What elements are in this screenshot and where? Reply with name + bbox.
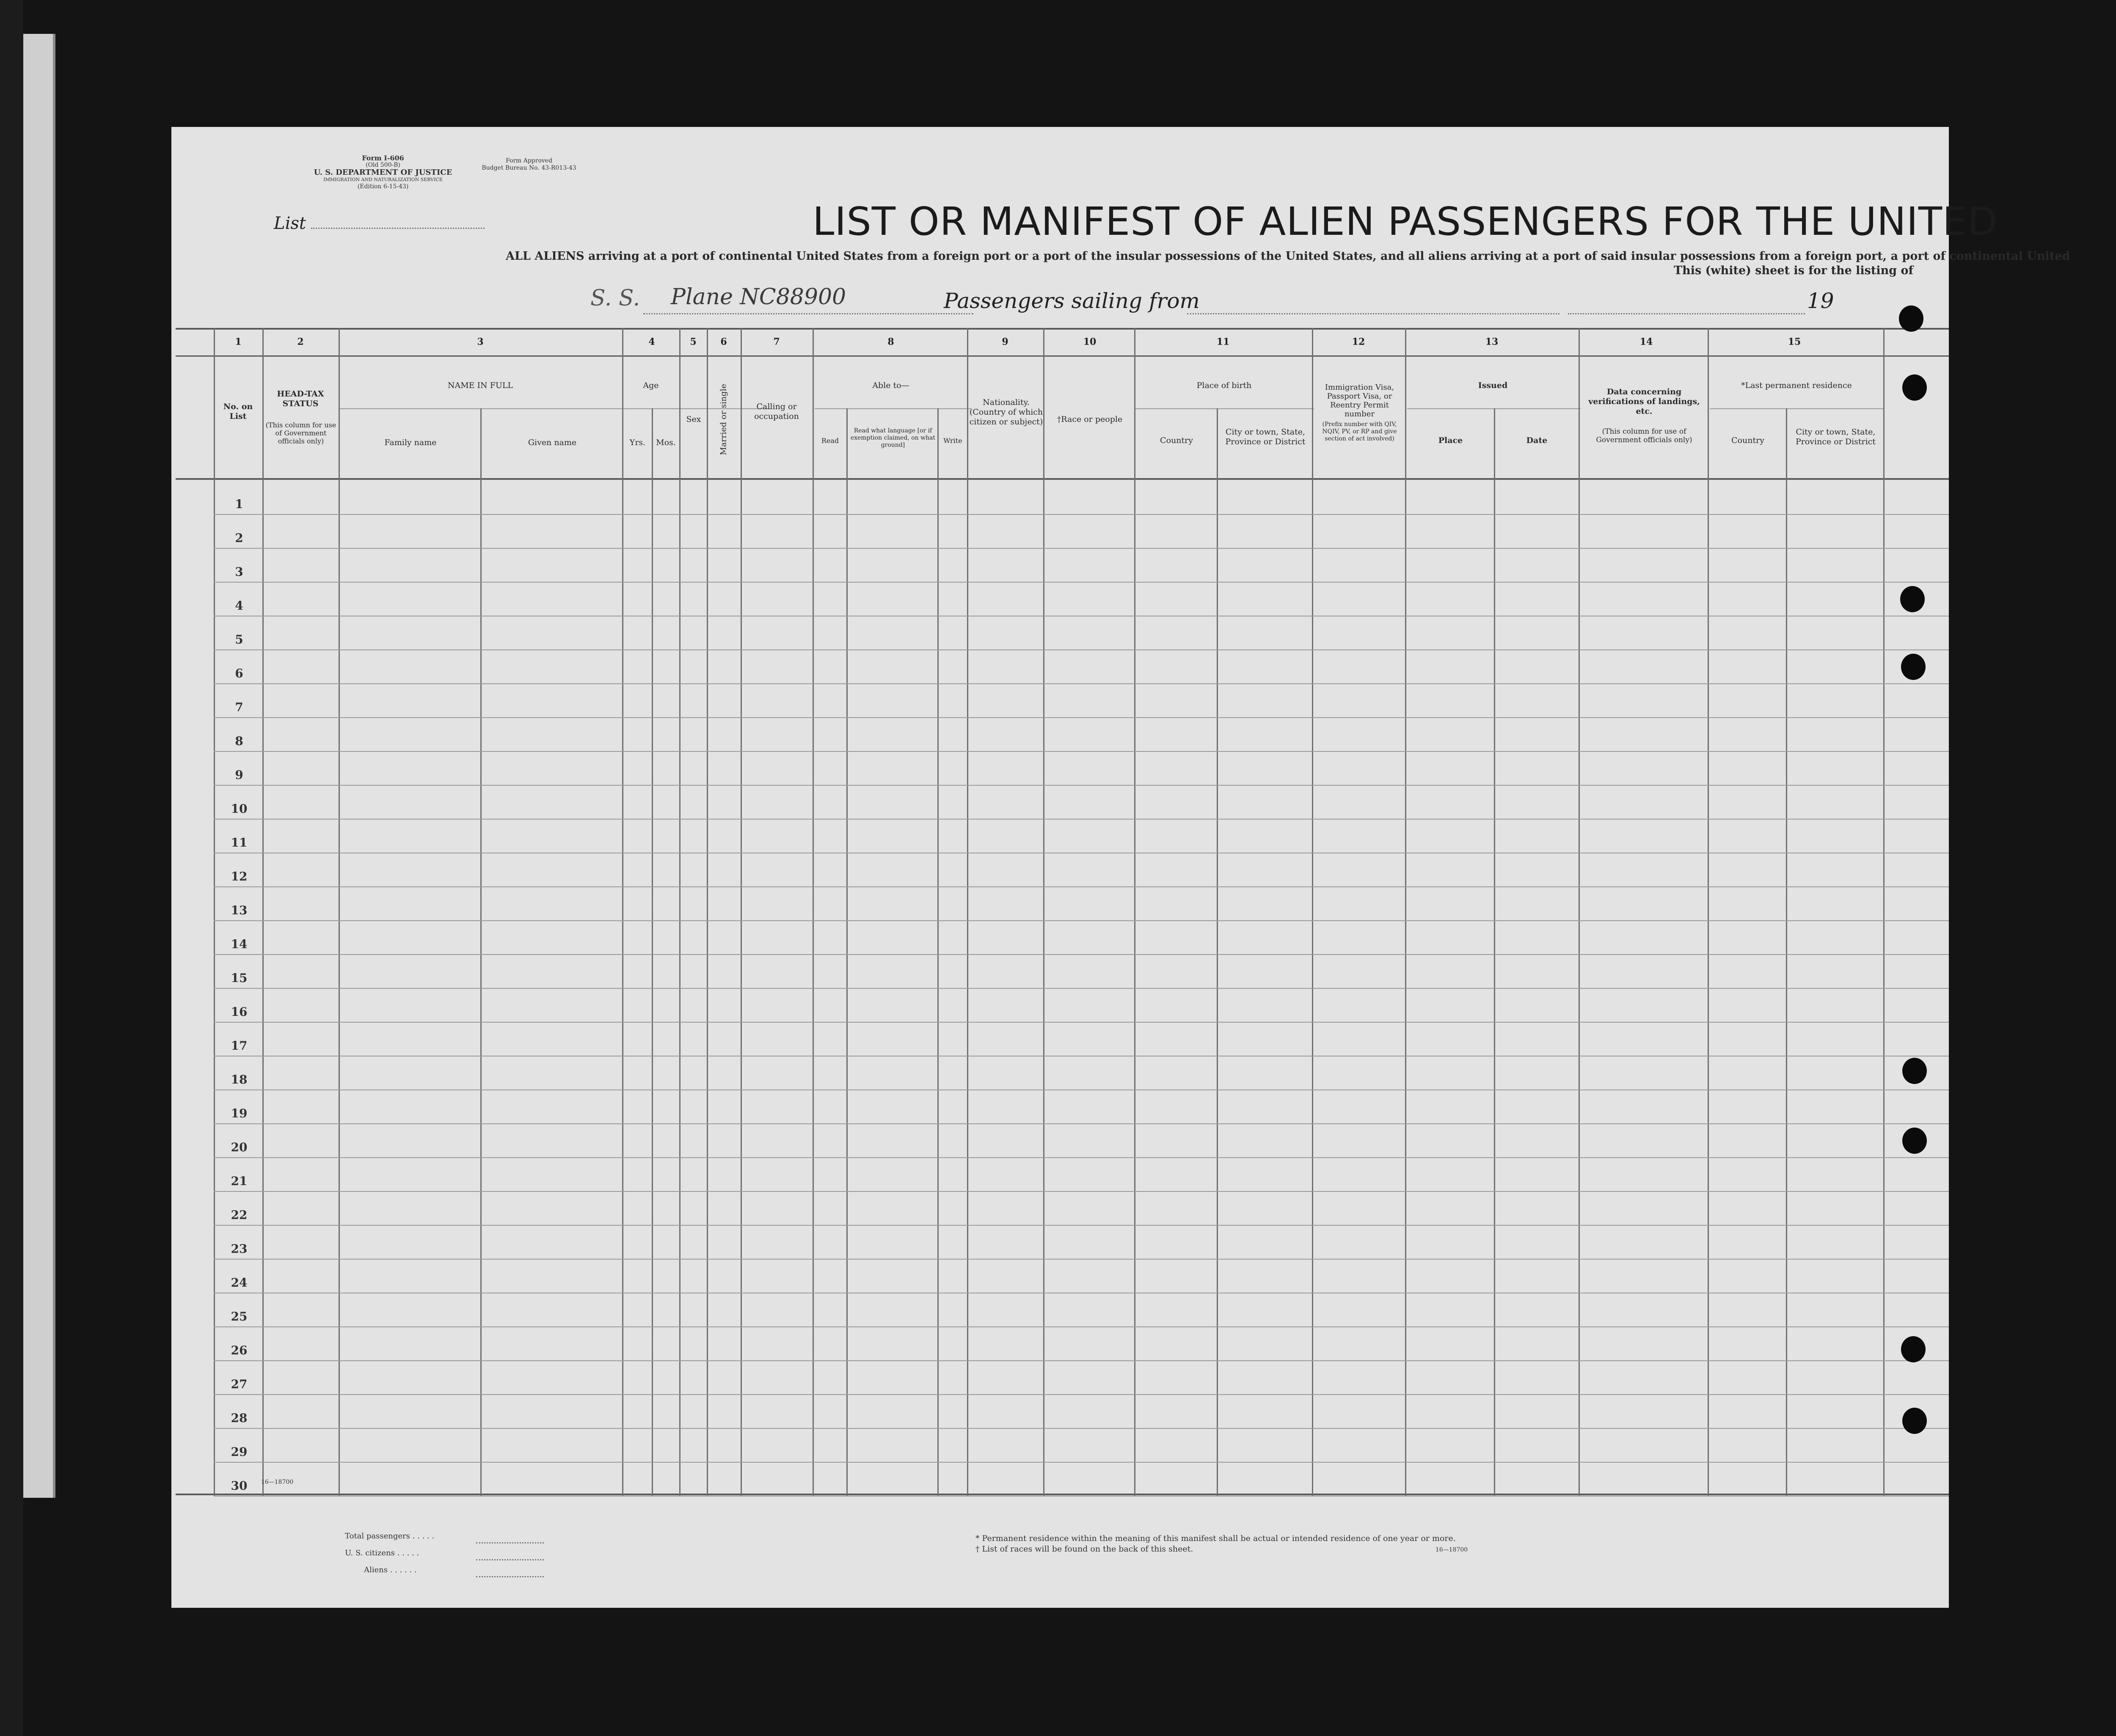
col-line <box>1494 408 1495 1496</box>
col-line <box>707 328 708 1496</box>
total-passengers-field[interactable] <box>476 1542 544 1543</box>
col-line <box>622 328 623 1496</box>
row-number: 20 <box>231 1140 248 1154</box>
punch-hole <box>1901 654 1926 680</box>
punch-hole <box>1902 1128 1927 1154</box>
form-edition: (Edition 6-15-43) <box>357 183 409 190</box>
row-rule <box>214 649 1949 650</box>
header-visa: Immigration Visa, Passport Visa, or Reentry Permit number <box>1325 383 1394 418</box>
header-nationality: Nationality. (Country of which citizen or subject) <box>969 398 1043 426</box>
row-rule <box>214 1326 1949 1327</box>
form-id-block <box>294 154 472 190</box>
column-number: 9 <box>1002 336 1008 347</box>
row-rule <box>214 954 1949 955</box>
footnote-races: † List of races will be found on the back of this sheet. <box>975 1544 1193 1554</box>
row-number: 24 <box>231 1276 248 1290</box>
header-birth-city: City or town, State, Province or District <box>1225 427 1306 446</box>
column-number: 2 <box>297 336 304 347</box>
row-number: 12 <box>231 869 248 883</box>
column-number: 11 <box>1216 336 1230 347</box>
punch-hole <box>1902 374 1927 401</box>
row-number: 10 <box>231 802 248 816</box>
row-rule <box>214 1259 1949 1260</box>
header-residence-country: Country <box>1731 436 1764 445</box>
row-number: 1 <box>235 497 243 511</box>
row-number: 26 <box>231 1343 248 1357</box>
col-line <box>1579 328 1580 1496</box>
row-number: 27 <box>231 1377 248 1391</box>
aliens-field[interactable] <box>476 1576 544 1577</box>
header-visa-note: (Prefix number with QIV, NQIV, PV, or RP and give section of act involved) <box>1322 421 1397 442</box>
row-number: 17 <box>231 1039 248 1053</box>
column-number: 3 <box>477 336 484 347</box>
col-line <box>214 328 215 1496</box>
row-rule <box>214 920 1949 921</box>
row-number: 25 <box>231 1310 248 1323</box>
punch-hole <box>1902 1408 1927 1434</box>
page-title: LIST OR MANIFEST OF ALIEN PASSENGERS FOR THE UNITED <box>813 199 1998 244</box>
table-bottom-border <box>176 1494 1949 1495</box>
row-rule <box>214 785 1949 786</box>
row-rule <box>214 1089 1949 1090</box>
row-rule <box>214 717 1949 718</box>
header-age-years: Yrs. <box>629 438 646 447</box>
aliens-label: Aliens . . . . . . <box>364 1565 417 1574</box>
able-subheader-line <box>815 408 971 409</box>
ship-name-handwritten: Plane NC88900 <box>671 284 846 310</box>
us-citizens-label: U. S. citizens . . . . . <box>345 1549 419 1557</box>
row-rule <box>214 1394 1949 1395</box>
row-rule <box>214 582 1949 583</box>
year-label: 19 <box>1807 289 1834 313</box>
header-read: Read <box>821 437 839 445</box>
col-line <box>1883 328 1885 1496</box>
row-rule <box>214 514 1949 515</box>
row-number: 11 <box>231 836 248 850</box>
column-number: 4 <box>648 336 655 347</box>
col-line <box>813 328 814 1496</box>
print-code-right: 16—18700 <box>1435 1546 1468 1553</box>
header-issued-place: Place <box>1438 436 1463 445</box>
row-rule <box>214 1157 1949 1158</box>
service-name: IMMIGRATION AND NATURALIZATION SERVICE <box>323 177 443 182</box>
row-number: 23 <box>231 1242 248 1256</box>
row-rule <box>214 1123 1949 1124</box>
col-line <box>937 408 939 1496</box>
punch-hole <box>1900 586 1925 612</box>
col-line <box>967 328 968 1496</box>
col-line <box>262 328 264 1496</box>
header-place-of-birth: Place of birth <box>1196 381 1252 390</box>
column-number: 1 <box>235 336 242 347</box>
row-rule <box>214 1428 1949 1429</box>
form-number: Form I-606 <box>362 154 404 162</box>
column-number: 10 <box>1083 336 1097 347</box>
form-old-number: (Old 500-B) <box>365 162 401 168</box>
name-subheader-line <box>339 408 770 409</box>
header-landing-note: (This column for use of Government officials only) <box>1596 427 1692 444</box>
col-line <box>339 328 340 1496</box>
col-line <box>741 328 742 1496</box>
sailing-from-label: Passengers sailing from <box>944 289 1200 313</box>
adjacent-page-edge <box>23 34 55 1498</box>
us-citizens-field[interactable] <box>476 1559 544 1560</box>
header-age-months: Mos. <box>656 438 676 447</box>
ship-name-line[interactable] <box>643 313 973 314</box>
col-line <box>480 408 482 1496</box>
department-name: U. S. DEPARTMENT OF JUSTICE <box>314 168 452 177</box>
column-number: 12 <box>1352 336 1365 347</box>
header-calling: Calling or occupation <box>754 402 799 421</box>
header-write: Write <box>943 437 962 445</box>
col-line <box>1708 328 1709 1496</box>
row-number: 30 <box>231 1479 248 1493</box>
header-landing-data: Data concerning verifications of landings, etc. <box>1588 387 1700 416</box>
row-number: 6 <box>235 666 243 680</box>
row-rule <box>214 1191 1949 1192</box>
subtitle-line-2: This (white) sheet is for the listing of <box>1674 264 1914 277</box>
row-number: 14 <box>231 937 248 951</box>
header-bottom-border <box>176 478 1949 480</box>
header-name-in-full: NAME IN FULL <box>447 381 513 390</box>
col-line <box>846 408 848 1496</box>
column-number: 15 <box>1788 336 1801 347</box>
column-number-divider <box>176 355 1949 357</box>
col-line <box>1134 328 1135 1496</box>
row-rule <box>214 819 1949 820</box>
punch-hole <box>1901 1336 1926 1362</box>
column-number: 7 <box>773 336 780 347</box>
row-number: 4 <box>235 599 243 613</box>
header-issued-date: Date <box>1526 436 1548 445</box>
header-given-name: Given name <box>528 438 577 447</box>
ss-label: S. S. <box>590 286 640 311</box>
header-residence-city: City or town, State, Province or District <box>1796 427 1876 446</box>
list-number-line[interactable] <box>311 228 485 229</box>
punch-hole <box>1902 1058 1927 1084</box>
column-number: 8 <box>887 336 894 347</box>
budget-bureau: Budget Bureau No. 43-R013-43 <box>482 165 576 171</box>
header-sex: Sex <box>686 415 701 424</box>
row-number: 5 <box>235 633 243 647</box>
row-number: 3 <box>235 565 243 579</box>
row-number: 16 <box>231 1005 248 1019</box>
col-line <box>1786 408 1787 1496</box>
header-head-tax: HEAD-TAX STATUS <box>277 389 324 408</box>
row-rule <box>214 683 1949 684</box>
table-top-border <box>176 328 1949 330</box>
header-no-on-list: No. on List <box>223 402 253 421</box>
row-rule <box>214 886 1949 887</box>
row-number: 9 <box>235 768 243 782</box>
col-line <box>1405 328 1406 1496</box>
sailing-date-line[interactable] <box>1568 313 1805 314</box>
header-married-single: Married or single <box>719 384 728 455</box>
row-rule <box>214 1496 1949 1497</box>
col-line <box>652 408 653 1496</box>
row-rule <box>214 1462 1949 1463</box>
header-last-residence: *Last permanent residence <box>1741 381 1852 390</box>
header-age: Age <box>643 381 659 390</box>
column-number: 14 <box>1639 336 1653 347</box>
sailing-from-line[interactable] <box>1187 313 1559 314</box>
footnote-residence: * Permanent residence within the meaning of this manifest shall be actual or intended residence of one year or more. <box>975 1534 1456 1543</box>
form-approved: Form Approved <box>505 157 553 164</box>
row-number: 2 <box>235 531 243 545</box>
approval-block <box>459 157 599 172</box>
row-number: 8 <box>235 734 243 748</box>
col-line <box>1217 408 1218 1496</box>
row-number: 7 <box>235 700 243 714</box>
col-line <box>1043 328 1044 1496</box>
header-read-language: Read what language [or if exemption claimed, on what ground] <box>850 427 936 448</box>
header-issued: Issued <box>1478 381 1508 390</box>
row-number: 19 <box>231 1106 248 1120</box>
col-line <box>1312 328 1313 1496</box>
row-number: 21 <box>231 1174 248 1188</box>
subtitle-line-1: ALL ALIENS arriving at a port of continental United States from a foreign port or a port of the insular possessions of the United States, and all aliens arriving at a port of said insular possessions from a foreign port, a port of continental United <box>506 250 2070 263</box>
row-number: 29 <box>231 1445 248 1459</box>
total-passengers-label: Total passengers . . . . . <box>345 1532 435 1541</box>
row-rule <box>214 988 1949 989</box>
col-line <box>679 328 681 1496</box>
row-number: 18 <box>231 1073 248 1087</box>
row-rule <box>214 1022 1949 1023</box>
header-head-tax-note: (This column for use of Government officials only) <box>265 421 336 445</box>
column-number: 6 <box>720 336 727 347</box>
row-rule <box>214 1360 1949 1361</box>
list-label: List <box>274 214 306 233</box>
row-number: 28 <box>231 1411 248 1425</box>
row-number: 13 <box>231 903 248 917</box>
row-rule <box>214 751 1949 752</box>
print-code-left: 16—18700 <box>261 1479 294 1486</box>
header-family-name: Family name <box>384 438 437 447</box>
column-number: 5 <box>690 336 697 347</box>
header-birth-country: Country <box>1160 436 1193 445</box>
row-rule <box>214 548 1949 549</box>
birth-subheader-line <box>1134 408 1314 409</box>
column-number: 13 <box>1485 336 1499 347</box>
manifest-sheet <box>171 127 2070 1608</box>
row-rule <box>214 1225 1949 1226</box>
row-number: 22 <box>231 1208 248 1222</box>
punch-hole <box>1899 305 1923 332</box>
row-number: 15 <box>231 971 248 985</box>
residence-subheader-line <box>1710 408 1883 409</box>
scan-border-left <box>0 0 23 1736</box>
header-race: †Race or people <box>1057 415 1123 424</box>
header-able-to: Able to— <box>872 381 909 390</box>
